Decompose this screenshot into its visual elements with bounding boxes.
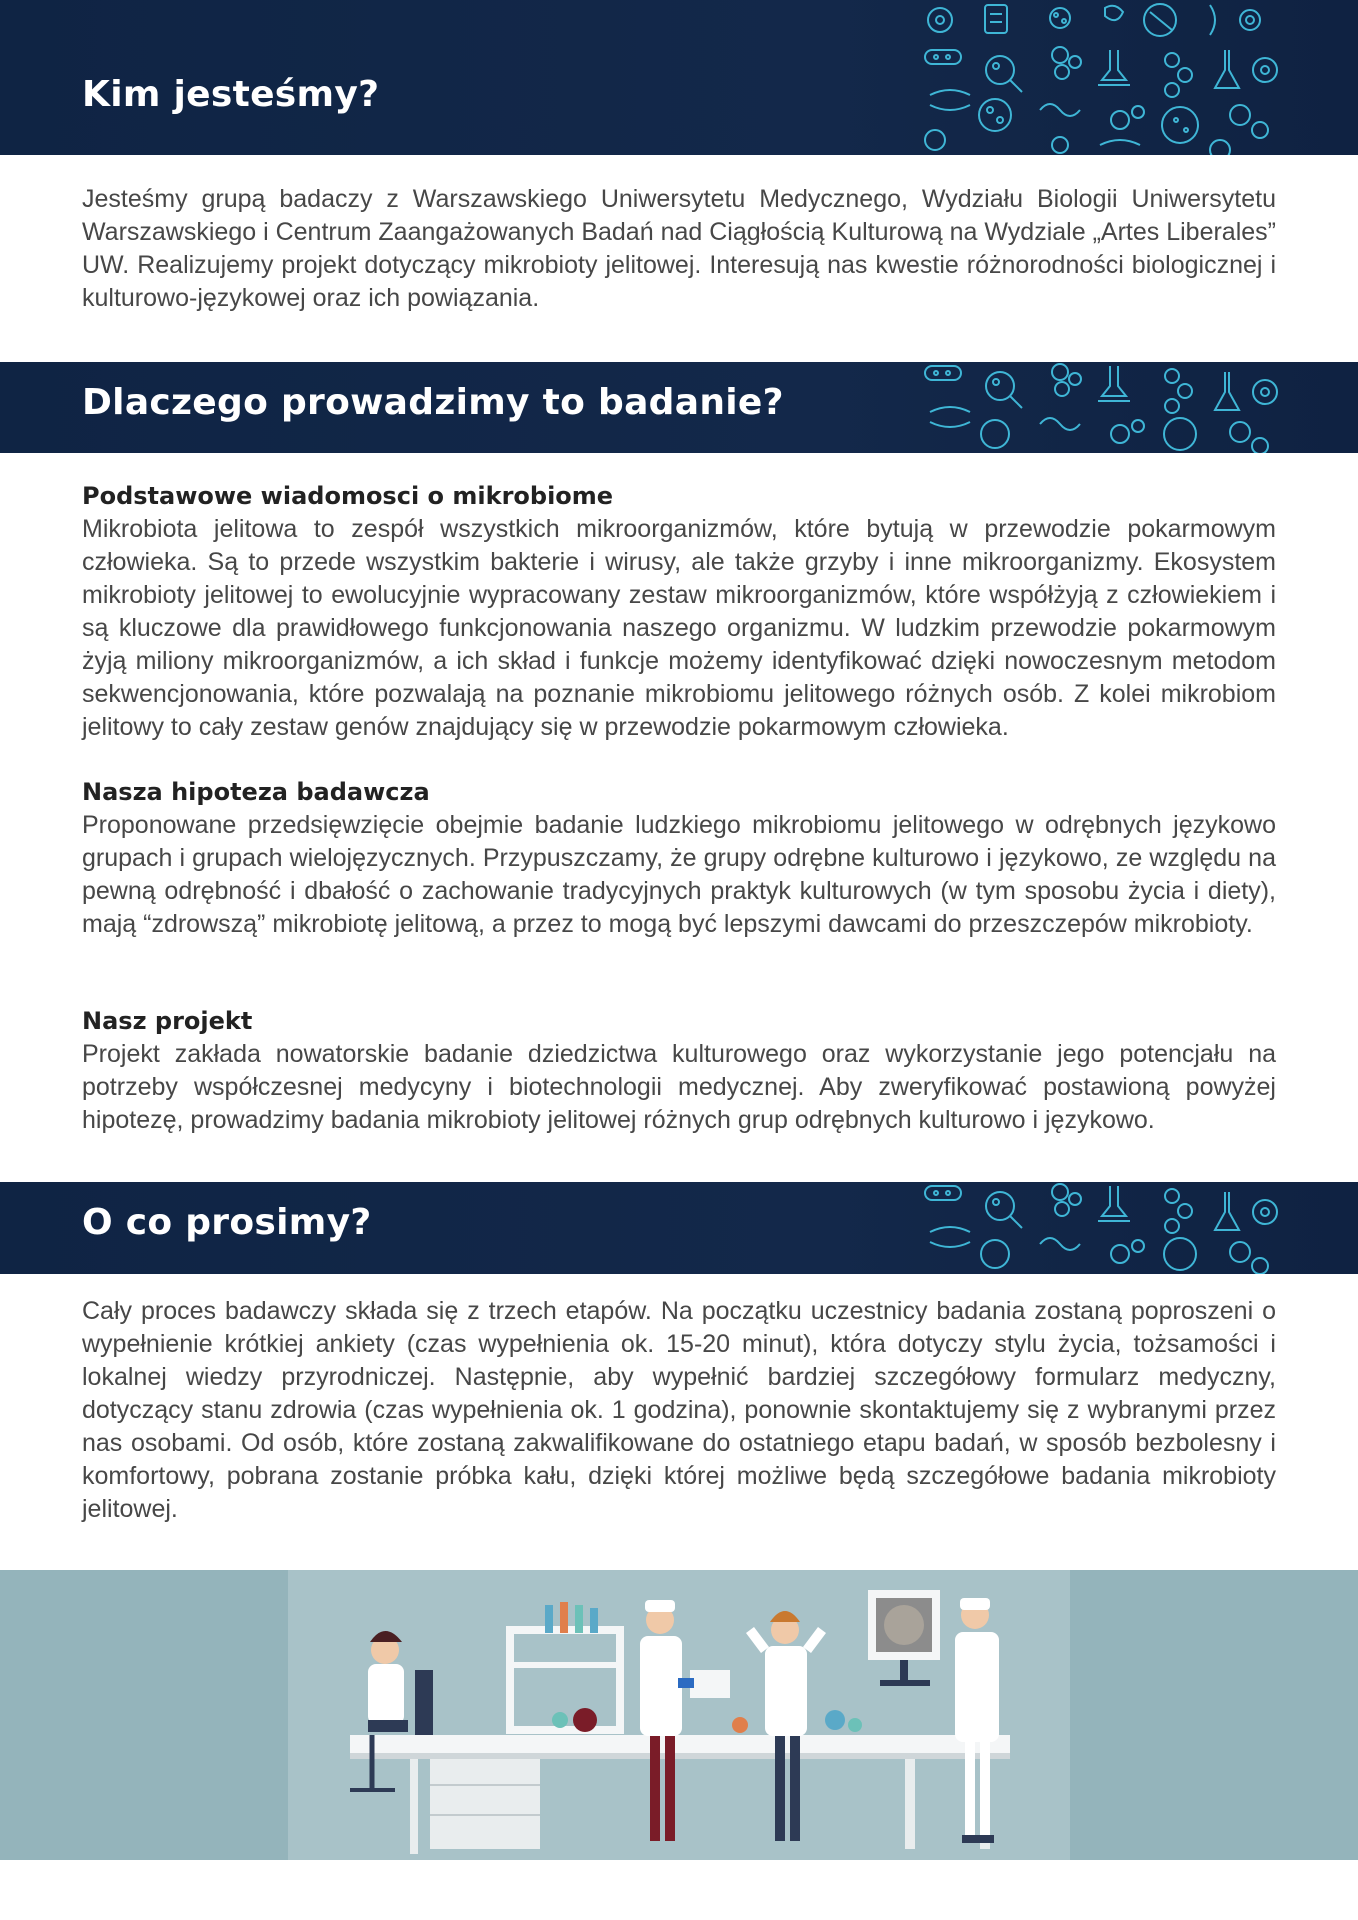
section-banner-kim-jestesmy [0,0,1358,155]
section-title: O co prosimy? [82,1202,372,1243]
section-banner-o-co-prosimy [0,1182,1358,1274]
subsection-heading: Nasza hipoteza badawcza [82,778,430,806]
section-banner-dlaczego [0,362,1358,453]
subsection-heading: Podstawowe wiadomosci o mikrobiome [82,482,614,510]
microbiology-pattern-icon [910,0,1282,155]
laboratory-scientists-illustration [0,1570,1358,1860]
subsection-paragraph: Mikrobiota jelitowa to zespół wszystkich mikroorganizmów, które bytują w przewodzie pokarmowym człowieka. Są to przede wszystkim bakterie i wirusy, ale także grzyby i inne mikroorganizmy. Ekosystem mikrobioty jelitowej to ewolucyjnie wypracowany zestaw mikroorganizmów, które współżyją z człowiekiem i są kluczowe dla prawidłowego funkcjonowania naszego organizmu. W ludzkim przewodzie pokarmowym żyją miliony mikroorganizmów, a ich skład i funkcje możemy identyfikować dzięki nowoczesnym metodom sekwencjonowania, które pozwalają na poznanie mikrobiomu jelitowego różnych osób. Z kolei mikrobiom jelitowy to cały zestaw genów znajdujący się w przewodzie pokarmowym człowieka. [82,515,1276,741]
microbiology-pattern-icon [910,1182,1282,1274]
subsection-paragraph: Proponowane przedsięwzięcie obejmie badanie ludzkiego mikrobiomu jelitowego w odrębnych językowo grupach i grupach wielojęzycznych. Przypuszczamy, że grupy odrębne kulturowo i językowo, ze względu na pewną odrębność i dbałość o zachowanie tradycyjnych praktyk kulturowych (w tym sposobu życia i diety), mają “zdrowszą” mikrobiotę jelitową, a przez to mogą być lepszymi dawcami do przeszczepów mikrobioty. [82,811,1276,938]
subsection-paragraph: Projekt zakłada nowatorskie badanie dziedzictwa kulturowego oraz wykorzystanie jego potencjału na potrzeby współczesnej medycyny i biotechnologii medycznej. Aby zweryfikować postawioną powyżej hipotezę, prowadzimy badania mikrobioty jelitowej różnych grup odrębnych kulturowo i językowo. [82,1040,1276,1134]
section-title: Kim jesteśmy? [82,74,380,115]
section-title: Dlaczego prowadzimy to badanie? [82,382,784,423]
request-paragraph: Cały proces badawczy składa się z trzech etapów. Na początku uczestnicy badania zostaną poproszeni o wypełnienie krótkiej ankiety (czas wypełnienia ok. 15-20 minut), która dotyczy stylu życia, tożsamości i lokalnej wiedzy przyrodniczej. Następnie, aby wypełnić bardziej szczegółowy formularz medyczny, dotyczący stanu zdrowia (czas wypełnienia ok. 1 godzina), ponownie skontaktujemy się z wybranymi przez nas osobami. Od osób, które zostaną zakwalifikowane do ostatniego etapu badań, w sposób bezbolesny i komfortowy, pobrana zostanie próbka kału, dzięki której możliwe będą szczegółowe badania mikrobioty jelitowej. [82,1297,1276,1523]
subsection-heading: Nasz projekt [82,1007,253,1035]
microbiology-pattern-icon [910,362,1282,453]
intro-paragraph: Jesteśmy grupą badaczy z Warszawskiego Uniwersytetu Medycznego, Wydziału Biologii Uniwersytetu Warszawskiego i Centrum Zaangażowanych Badań nad Ciągłością Kulturową na Wydziale „Artes Liberales” UW. Realizujemy projekt dotyczący mikrobioty jelitowej. Interesują nas kwestie różnorodności biologicznej i kulturowo-językowej oraz ich powiązania. [82,185,1276,312]
